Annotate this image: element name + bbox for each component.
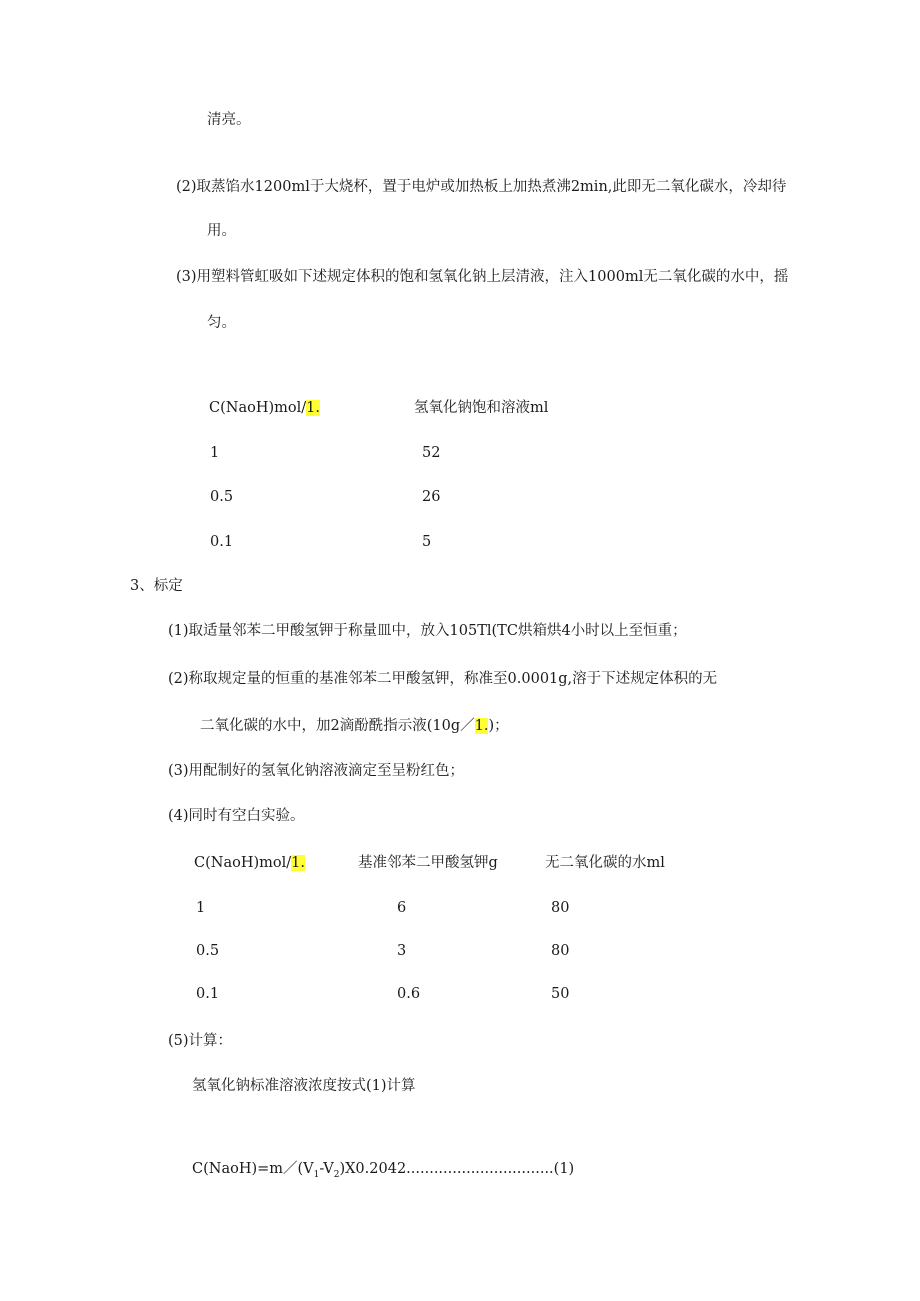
table-row: 3 bbox=[397, 943, 407, 959]
table-row: 80 bbox=[551, 943, 570, 959]
calibration-step-2-line-1: (2)称取规定量的恒重的基准邻苯二甲酸氢钾，称准至0.0001g,溶于下述规定体积的无 bbox=[168, 671, 718, 687]
table-row: 6 bbox=[397, 900, 407, 916]
table-row: 52 bbox=[422, 445, 441, 461]
table-row: 26 bbox=[422, 489, 441, 505]
step-2-line-1: (2)取蒸馅水1200ml于大烧杯，置于电炉或加热板上加热煮沸2min,此即无二氧化碳水，冷却待 bbox=[176, 179, 787, 195]
table-row: 50 bbox=[551, 986, 570, 1002]
table-row: 0.5 bbox=[196, 943, 220, 959]
table-row: 1 bbox=[210, 445, 220, 461]
table-row: 0.6 bbox=[397, 986, 421, 1002]
table-row: 5 bbox=[422, 534, 432, 550]
step-3-line-2: 匀。 bbox=[207, 315, 236, 331]
table-row: 0.1 bbox=[196, 986, 220, 1002]
table-row: 1 bbox=[196, 900, 206, 916]
step-3-line-1: (3)用塑料管虹吸如下述规定体积的饱和氢氧化钠上层清液，注入1000ml无二氧化碳的水中，摇 bbox=[176, 269, 789, 285]
concentration-formula: $C(NaoH)=m/(V_1-V_2)X0.2042................................(1)$ bbox=[192, 1161, 575, 1180]
table-row: 80 bbox=[551, 900, 570, 916]
table-prep-header-volume: 氢氧化钠饱和溶液ml bbox=[414, 400, 549, 416]
table-calibration-header-khp: 基准邻苯二甲酸氢钾g bbox=[358, 855, 498, 871]
text-line-qingliang: 清亮。 bbox=[207, 112, 251, 128]
calibration-step-2-line-2: 二氧化碳的水中，加2滴酚酰指示液(10g／1.)； bbox=[200, 718, 509, 734]
section-title-calibration: 3、标定 bbox=[130, 578, 183, 594]
table-row: 0.1 bbox=[210, 534, 234, 550]
calculation-description: 氢氧化钠标准溶液浓度按式(1)计算 bbox=[192, 1078, 416, 1094]
calibration-step-4: (4)同时有空白实验。 bbox=[168, 808, 305, 824]
table-row: 0.5 bbox=[210, 489, 234, 505]
table-calibration-header-conc: C(NaoH)mol/1. bbox=[194, 855, 305, 871]
calibration-step-1: (1)取适量邻苯二甲酸氢钾于称量皿中，放入105Tl(TC烘箱烘4小时以上至恒重； bbox=[168, 623, 687, 639]
calibration-step-3: (3)用配制好的氢氧化钠溶液滴定至呈粉红色； bbox=[168, 763, 465, 779]
step-2-line-2: 用。 bbox=[207, 223, 236, 239]
calculation-step-5: (5)计算： bbox=[168, 1033, 233, 1049]
table-prep-header-conc: C(NaoH)mol/1. bbox=[209, 400, 320, 416]
table-calibration-header-water: 无二氧化碳的水ml bbox=[545, 855, 665, 871]
